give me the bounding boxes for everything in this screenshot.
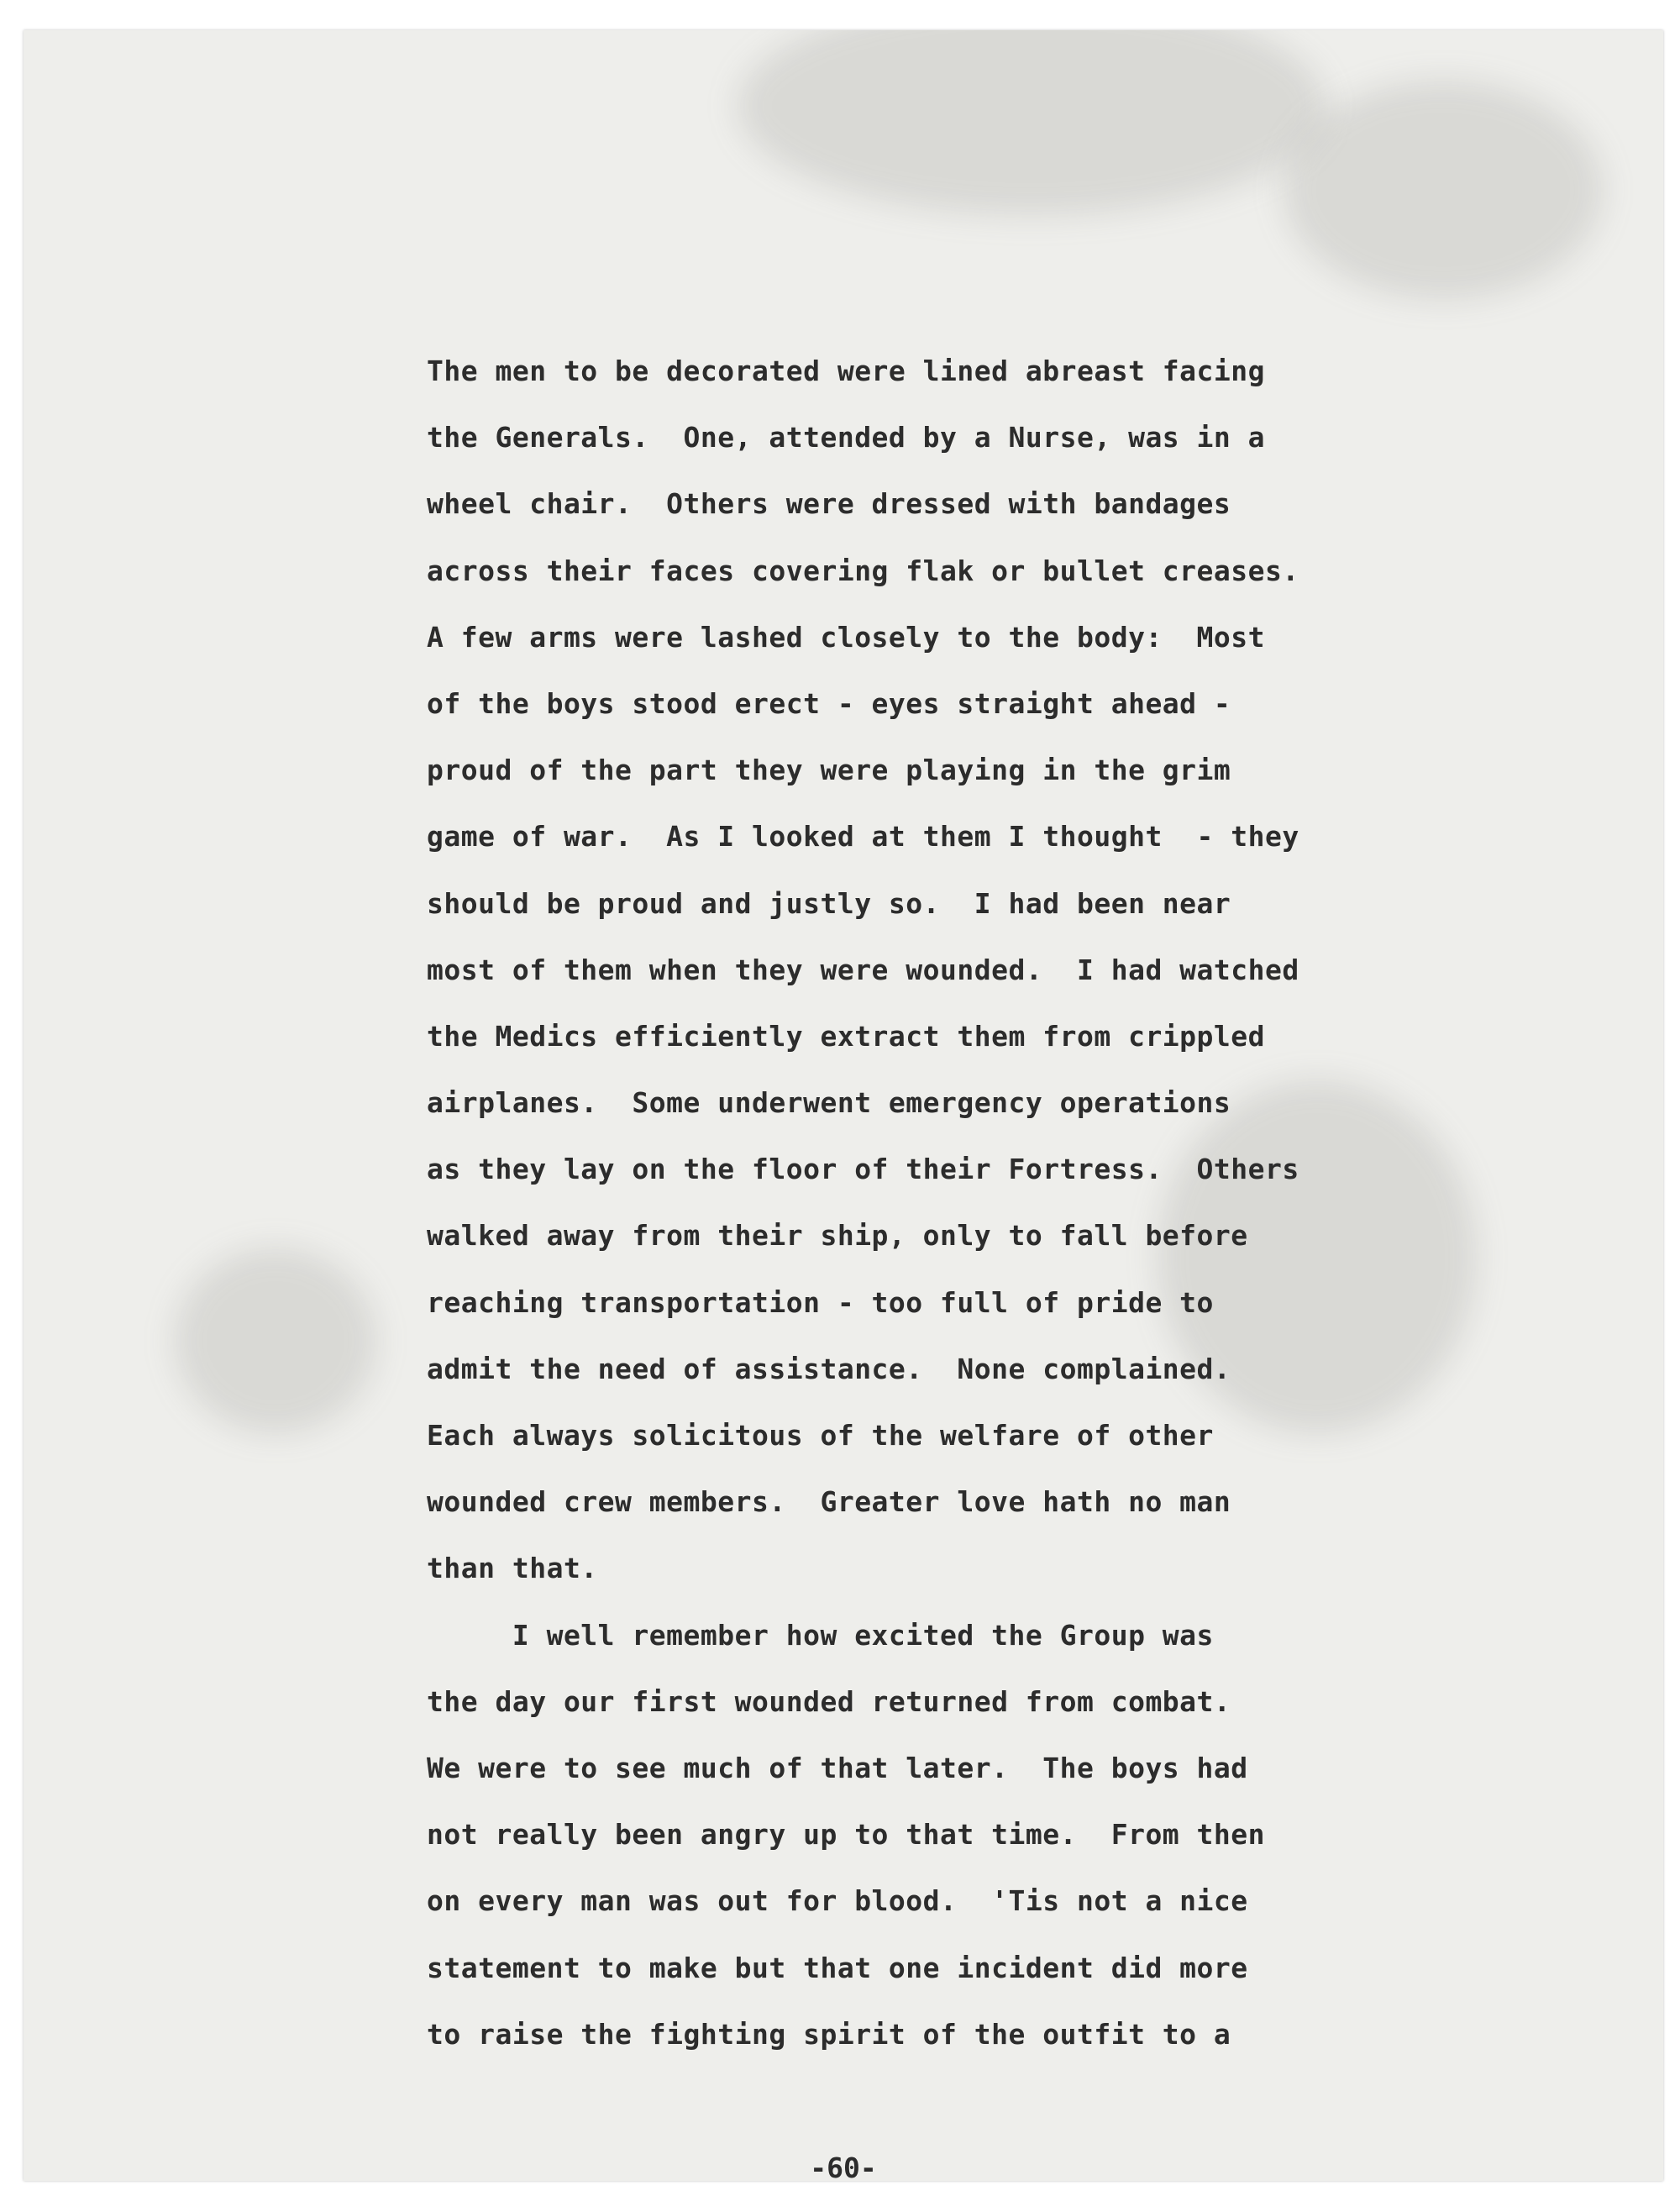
text-line: than that. [427,1552,598,1585]
text-line: most of them when they were wounded. I had watched [427,953,1299,986]
text-line: airplanes. Some underwent emergency operations [427,1086,1231,1120]
text-line: the Generals. One, attended by a Nurse, was in a [427,421,1266,454]
text-line: proud of the part they were playing in the grim [427,754,1231,787]
text-line: should be proud and justly so. I had been near [427,886,1231,920]
text-line: game of war. As I looked at them I thought - they [427,820,1299,854]
text-line: walked away from their ship, only to fall before [427,1219,1248,1253]
text-line: across their faces covering flak or bullet creases. [427,554,1299,587]
text-line: The men to be decorated were lined abreast facing [427,355,1266,387]
water-stain [1284,81,1603,299]
text-line: A few arms were lashed closely to the body: Most [427,620,1266,654]
text-line: statement to make but that one incident did more [427,1951,1248,1984]
text-line: as they lay on the floor of their Fortress. Others [427,1153,1299,1186]
text-line: admit the need of assistance. None complained. [427,1352,1231,1385]
text-line: to raise the fighting spirit of the outfit to a [427,2017,1231,2051]
body-text [427,338,1603,2067]
text-line: We were to see much of that later. The boys had [427,1751,1248,1784]
water-stain [175,1248,376,1433]
text-line: I well remember how excited the Group was [427,1618,1214,1652]
text-line: the day our first wounded returned from combat. [427,1684,1231,1718]
page-number: -60- [810,2151,877,2181]
text-line: not really been angry up to that time. From then [427,1818,1266,1852]
text-line: reaching transportation - too full of pride to [427,1285,1214,1319]
water-stain [738,30,1326,215]
text-line: wounded crew members. Greater love hath no man [427,1485,1231,1519]
text-line: wheel chair. Others were dressed with bandages [427,487,1231,521]
text-line: the Medics efficiently extract them from crippled [427,1019,1266,1053]
text-line: on every man was out for blood. 'Tis not a nice [427,1884,1248,1918]
typed-page [24,30,1663,2181]
text-line: of the boys stood erect - eyes straight ahead - [427,686,1231,720]
text-line: Each always solicitous of the welfare of other [427,1419,1214,1452]
